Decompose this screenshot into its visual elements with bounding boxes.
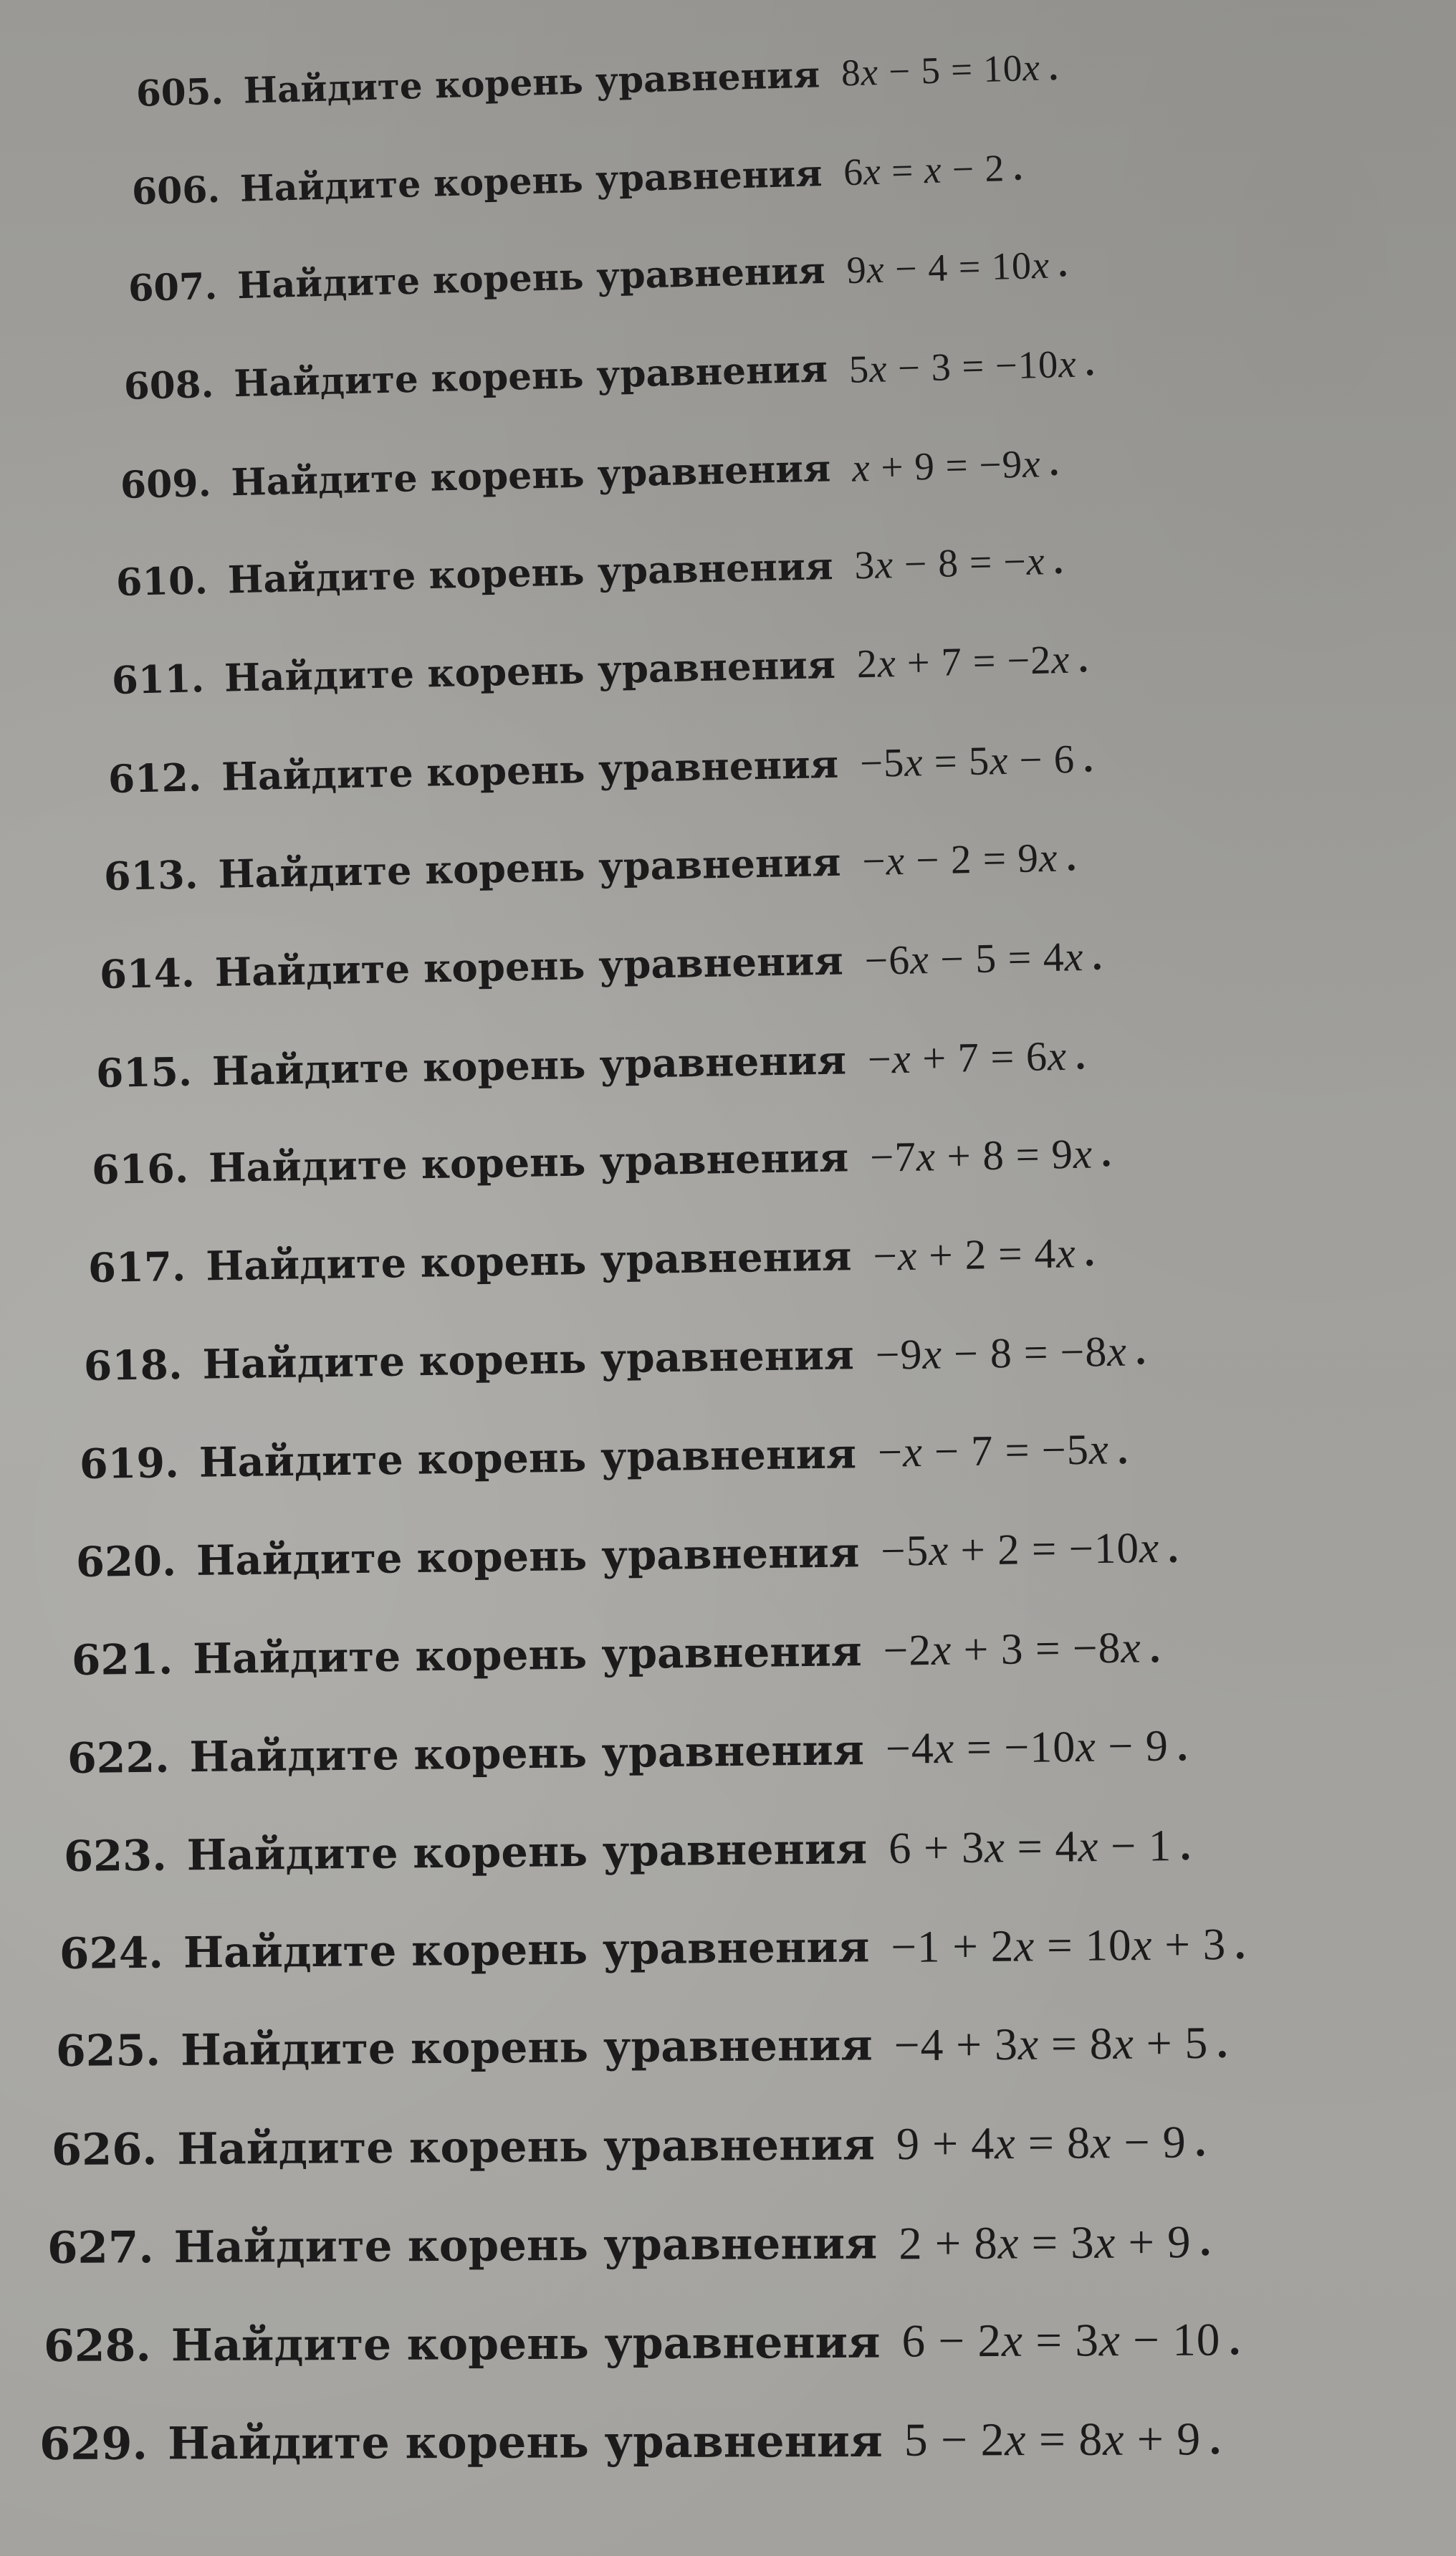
problem-end-period: .: [1199, 2216, 1212, 2265]
problem-text: Найдите корень уравнения: [189, 1724, 865, 1782]
problem-item: [111, 616, 1089, 724]
problem-item: [75, 1506, 1179, 1605]
problem-end-period: .: [1057, 244, 1068, 285]
problem-number: 626.: [51, 2123, 158, 2176]
problem-number: 619.: [79, 1438, 180, 1488]
problem-text: Найдите корень уравнения: [167, 2414, 883, 2469]
problem-text: Найдите корень уравнения: [183, 1921, 870, 1978]
problem-equation: 9 + 4x = 8x − 9: [896, 2116, 1187, 2170]
problem-equation: −x + 2 = 4x: [872, 1228, 1076, 1280]
problem-item: [115, 518, 1064, 626]
problem-equation: −x + 7 = 6x: [867, 1032, 1068, 1082]
problem-number: 624.: [59, 1928, 164, 1979]
problem-text: Найдите корень уравнения: [214, 937, 844, 995]
problem-text: Найдите корень уравнения: [201, 1331, 855, 1389]
problem-item: [51, 2099, 1206, 2193]
problem-end-period: .: [1078, 638, 1089, 681]
problem-item: [119, 419, 1059, 527]
problem-item: [107, 715, 1093, 822]
problem-number: 607.: [127, 265, 218, 311]
problem-end-period: .: [1228, 2315, 1240, 2365]
problem-end-period: .: [1092, 934, 1103, 978]
problem-item: [79, 1407, 1129, 1507]
problem-number: 622.: [67, 1732, 171, 1783]
problem-text: Найдите корень уравнения: [208, 1134, 849, 1192]
problem-number: 628.: [43, 2319, 151, 2372]
problem-end-period: .: [1012, 147, 1023, 188]
problem-number: 610.: [115, 558, 209, 605]
problem-text: Найдите корень уравнения: [236, 249, 826, 308]
problem-equation: −2x + 3 = −8x: [883, 1622, 1142, 1675]
problem-item: [47, 2198, 1211, 2291]
problem-item: [87, 1210, 1095, 1311]
problem-equation: −5x = 5x − 6: [859, 736, 1076, 786]
problem-equation: −x − 2 = 9x: [861, 835, 1058, 884]
problem-number: 616.: [91, 1145, 189, 1194]
problem-end-period: .: [1083, 737, 1093, 780]
problem-equation: 8x − 5 = 10x: [840, 47, 1041, 95]
problem-end-period: .: [1179, 1821, 1191, 1869]
problem-item: [71, 1604, 1161, 1703]
problem-item: [103, 815, 1077, 920]
problem-item: [43, 2297, 1240, 2389]
problem-text: Найдите корень уравнения: [196, 1528, 860, 1585]
problem-number: 606.: [131, 167, 221, 213]
problem-text: Найдите корень уравнения: [233, 348, 828, 406]
problem-item: [91, 1110, 1112, 1213]
problem-end-period: .: [1167, 1526, 1179, 1571]
problem-end-period: .: [1084, 342, 1096, 384]
problem-item: [127, 221, 1068, 332]
problem-number: 618.: [83, 1341, 183, 1390]
problem-number: 614.: [99, 949, 196, 997]
problem-equation: −5x + 2 = −10x: [880, 1524, 1160, 1576]
problem-text: Найдите корень уравнения: [173, 2217, 878, 2273]
problem-equation: 2 + 8x = 3x + 9: [899, 2215, 1192, 2269]
problem-item: [95, 1012, 1086, 1116]
problem-equation: −4 + 3x = 8x + 5: [893, 2017, 1209, 2071]
problem-equation: −1 + 2x = 10x + 3: [891, 1918, 1227, 1972]
problem-end-period: .: [1117, 1427, 1129, 1473]
problem-number: 625.: [55, 2026, 161, 2077]
problem-text: Найдите корень уравнения: [230, 446, 831, 504]
problem-text: Найдите корень уравнения: [239, 151, 823, 210]
problem-number: 621.: [71, 1634, 173, 1685]
problem-equation: 5x − 3 = −10x: [848, 341, 1078, 391]
problem-item: [131, 124, 1024, 234]
problem-end-period: .: [1135, 1328, 1146, 1374]
problem-text: Найдите корень уравнения: [186, 1823, 868, 1880]
problem-end-period: .: [1149, 1624, 1161, 1671]
problem-equation: 3x − 8 = −x: [853, 539, 1046, 588]
problem-number: 615.: [95, 1047, 193, 1096]
problem-text: Найдите корень уравнения: [176, 2118, 876, 2175]
problem-number: 623.: [63, 1830, 167, 1881]
problem-end-period: .: [1177, 1723, 1189, 1770]
problem-end-period: .: [1235, 1920, 1246, 1968]
problem-end-period: .: [1210, 2414, 1221, 2464]
problem-equation: 5 − 2x = 8x + 9: [904, 2413, 1202, 2466]
problem-number: 608.: [123, 363, 215, 408]
problem-equation: −4x = −10x − 9: [885, 1721, 1169, 1774]
problem-item: [63, 1802, 1191, 1899]
problem-equation: −x − 7 = −5x: [877, 1425, 1110, 1478]
problem-end-period: .: [1194, 2117, 1206, 2166]
problem-number: 609.: [119, 461, 211, 507]
problem-equation: 6 − 2x = 3x − 10: [901, 2314, 1221, 2368]
problem-item: [59, 1901, 1246, 1997]
problem-item: [55, 2000, 1227, 2095]
problem-end-period: .: [1053, 540, 1064, 583]
problem-equation: 2x + 7 = −2x: [856, 637, 1071, 687]
problem-text: Найдите корень уравнения: [180, 2020, 873, 2077]
problem-end-period: .: [1065, 836, 1077, 879]
problem-text: Найдите корень уравнения: [198, 1430, 857, 1487]
problem-equation: 6x = x − 2: [843, 145, 1006, 193]
problem-text: Найдите корень уравнения: [205, 1232, 852, 1291]
problem-end-period: .: [1101, 1131, 1112, 1176]
problem-item: [99, 913, 1103, 1018]
problem-item: [67, 1703, 1189, 1801]
problem-number: 627.: [47, 2221, 155, 2274]
problem-end-period: .: [1048, 47, 1059, 88]
problem-equation: −6x − 5 = 4x: [864, 932, 1085, 984]
problem-end-period: .: [1216, 2019, 1228, 2067]
problem-end-period: .: [1048, 441, 1059, 484]
problem-text: Найдите корень уравнения: [217, 839, 841, 898]
problem-text: Найдите корень уравнения: [242, 52, 820, 112]
problem-number: 620.: [75, 1536, 177, 1586]
problem-equation: −7x + 8 = 9x: [869, 1130, 1093, 1181]
problem-text: Найдите корень уравнения: [221, 740, 839, 799]
problem-number: 612.: [107, 754, 202, 802]
problem-equation: 6 + 3x = 4x − 1: [888, 1819, 1172, 1873]
problem-equation: −9x − 8 = −8x: [875, 1326, 1128, 1378]
problem-item: [39, 2396, 1221, 2486]
problem-equation: 9x − 4 = 10x: [846, 244, 1050, 292]
problem-text: Найдите корень уравнения: [224, 642, 836, 701]
problem-number: 611.: [111, 656, 205, 703]
problem-item: [123, 320, 1096, 430]
problem-number: 613.: [103, 851, 199, 900]
problem-text: Найдите корень уравнения: [227, 544, 834, 603]
problem-equation: x + 9 = −9x: [851, 441, 1041, 489]
problem-number: 605.: [135, 70, 224, 115]
problem-item: [83, 1308, 1146, 1409]
problem-end-period: .: [1075, 1033, 1086, 1077]
problem-number: 629.: [39, 2416, 148, 2470]
problem-end-period: .: [1083, 1230, 1095, 1275]
problem-text: Найдите корень уравнения: [192, 1626, 862, 1683]
problem-text: Найдите корень уравнения: [171, 2315, 881, 2372]
problem-number: 617.: [87, 1243, 186, 1292]
problem-text: Найдите корень уравнения: [211, 1035, 847, 1094]
problem-item: [135, 24, 1059, 136]
